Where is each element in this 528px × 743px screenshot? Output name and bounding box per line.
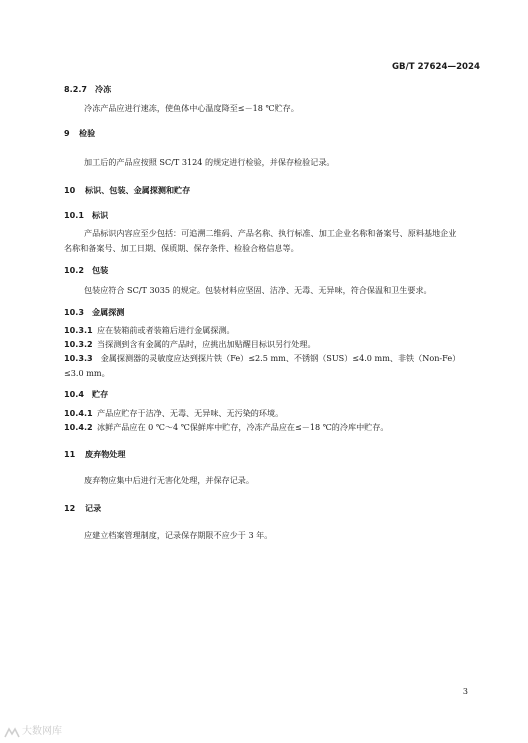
paragraph-freezing: 冷冻产品应进行速冻，使鱼体中心温度降至≤－18 ℃贮存。 bbox=[84, 103, 299, 113]
section-title: 废弃物处理 bbox=[85, 449, 126, 459]
clause-number: 10.4.1 bbox=[64, 408, 93, 418]
brand-logo-icon bbox=[4, 724, 20, 736]
section-title: 标识 bbox=[92, 210, 109, 220]
section-title: 金属探测 bbox=[92, 307, 125, 317]
section-title: 贮存 bbox=[92, 389, 109, 399]
paragraph-packaging: 包装应符合 SC/T 3035 的规定。包装材料应坚固、洁净、无毒、无异味，符合保温和卫生要求。 bbox=[84, 285, 432, 295]
clause-10-3-1 bbox=[64, 325, 235, 336]
paragraph-labeling: 产品标识内容应至少包括：可追溯二维码、产品名称、执行标准、加工企业名称和备案号、原料基地企业名称和备案号、加工日期、保质期、保存条件、检验合格信息等。 bbox=[64, 228, 457, 253]
clause-number: 10.3.3 bbox=[64, 353, 93, 363]
clause-10-4-2 bbox=[64, 422, 388, 433]
standard-code: GB/T 27624—2024 bbox=[391, 62, 480, 72]
watermark bbox=[4, 722, 62, 737]
paragraph-waste: 废弃物应集中后进行无害化处理，并保存记录。 bbox=[84, 475, 254, 485]
paragraph-records: 应建立档案管理制度，记录保存期限不应少于 3 年。 bbox=[84, 530, 273, 540]
clause-number: 10.4.2 bbox=[64, 422, 93, 432]
section-number: 12 bbox=[64, 503, 76, 513]
clause-10-3-3 bbox=[64, 351, 466, 381]
clause-text: 金属探测器的灵敏度应达到探片铁（Fe）≤2.5 mm、不锈钢（SUS）≤4.0 mm、非铁（Non-Fe）≤3.0 mm。 bbox=[64, 353, 461, 378]
clause-text: 冰鲜产品应在 0 ℃～4 ℃保鲜库中贮存，冷冻产品应在≤－18 ℃的冷库中贮存。 bbox=[97, 422, 389, 432]
section-title: 标识、包装、金属探测和贮存 bbox=[85, 185, 191, 195]
section-number: 8.2.7 bbox=[64, 84, 88, 94]
section-number: 10 bbox=[64, 185, 76, 195]
section-number: 10.3 bbox=[64, 307, 84, 317]
paragraph-inspection: 加工后的产品应按照 SC/T 3124 的规定进行检验，并保存检验记录。 bbox=[84, 157, 335, 167]
clause-text: 产品应贮存于洁净、无毒、无异味、无污染的环境。 bbox=[97, 408, 284, 418]
section-title: 冷冻 bbox=[95, 84, 112, 94]
clause-number: 10.3.2 bbox=[64, 339, 93, 349]
section-number: 10.4 bbox=[64, 389, 84, 399]
section-number: 10.1 bbox=[64, 210, 84, 220]
section-title: 包装 bbox=[92, 265, 109, 275]
clause-number: 10.3.1 bbox=[64, 325, 93, 335]
clause-text: 应在装箱前或者装箱后进行金属探测。 bbox=[97, 325, 235, 335]
page-number: 3 bbox=[462, 687, 468, 696]
section-number: 11 bbox=[64, 449, 76, 459]
watermark-text: 大数网库 bbox=[22, 726, 62, 737]
clause-10-4-1 bbox=[64, 408, 283, 419]
clause-text: 当探测到含有金属的产品时，应挑出加贴醒目标识另行处理。 bbox=[97, 339, 316, 349]
section-title: 记录 bbox=[85, 503, 102, 513]
section-title: 检验 bbox=[79, 128, 96, 138]
section-number: 10.2 bbox=[64, 265, 84, 275]
clause-10-3-2 bbox=[64, 339, 316, 350]
section-number: 9 bbox=[64, 128, 70, 138]
